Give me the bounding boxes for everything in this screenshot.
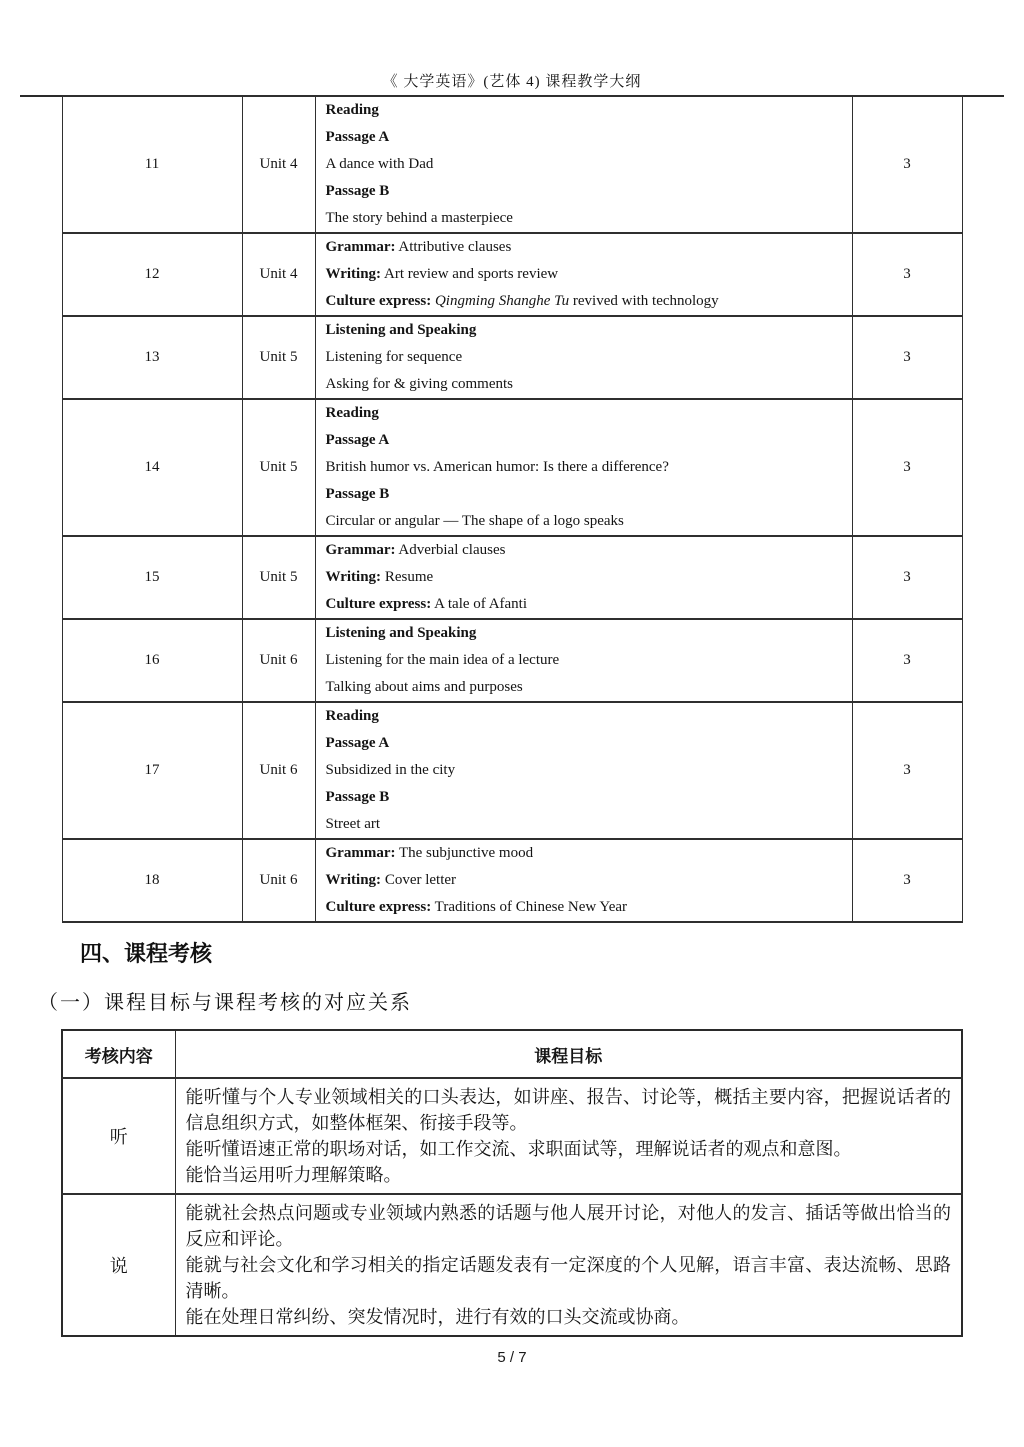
content-line: Culture express: Qingming Shanghe Tu revived with technology (325, 293, 719, 309)
content-line: Culture express: Traditions of Chinese New Year (325, 899, 628, 915)
schedule-week-cell: 18 (62, 839, 242, 922)
schedule-hours-cell: 3 (852, 96, 962, 233)
schedule-content-cell (315, 399, 852, 536)
content-line: Passage B (325, 183, 390, 199)
schedule-unit-cell: Unit 5 (242, 399, 315, 536)
assessment-skill-cell: 说 (62, 1194, 175, 1336)
schedule-unit-cell: Unit 5 (242, 316, 315, 399)
content-line: Writing: Art review and sports review (325, 266, 559, 282)
objective-item: 能在处理日常纠纷、突发情况时，进行有效的口头交流或协商。 (185, 1307, 690, 1327)
schedule-hours-cell: 3 (852, 233, 962, 316)
assessment-objectives-cell (175, 1194, 962, 1336)
page-header (20, 0, 1004, 97)
schedule-hours-cell: 3 (852, 536, 962, 619)
section-subheading: （一）课程目标与课程考核的对应关系 (38, 992, 412, 1014)
objective-item: 能听懂语速正常的职场对话，如工作交流、求职面试等，理解说话者的观点和意图。 (185, 1139, 852, 1159)
schedule-hours-cell: 3 (852, 399, 962, 536)
content-line: Listening for the main idea of a lecture (325, 652, 560, 668)
schedule-row (62, 702, 962, 839)
document-title: 《 大学英语》(艺体 4) 课程教学大纲 (382, 74, 642, 90)
content-line: Writing: Resume (325, 569, 434, 585)
schedule-unit-cell: Unit 4 (242, 96, 315, 233)
schedule-unit-cell: Unit 6 (242, 619, 315, 702)
schedule-row (62, 96, 962, 233)
schedule-unit-cell: Unit 4 (242, 233, 315, 316)
schedule-week-cell: 12 (62, 233, 242, 316)
content-line: Passage B (325, 789, 390, 805)
assessment-header-row (62, 1030, 962, 1078)
schedule-content-cell (315, 233, 852, 316)
content-line: Asking for & giving comments (325, 376, 513, 392)
assessment-objectives-cell (175, 1078, 962, 1194)
content-line: Reading (325, 708, 379, 724)
schedule-content-cell (315, 536, 852, 619)
content-line: Reading (325, 405, 379, 421)
content-line: Passage A (325, 129, 390, 145)
objective-item: 能恰当运用听力理解策略。 (185, 1165, 402, 1185)
content-line: Listening and Speaking (325, 625, 477, 641)
page-footer (0, 1349, 1024, 1366)
schedule-hours-cell: 3 (852, 316, 962, 399)
schedule-week-cell: 15 (62, 536, 242, 619)
schedule-row (62, 536, 962, 619)
content-line: Listening for sequence (325, 349, 463, 365)
schedule-row (62, 233, 962, 316)
schedule-row (62, 619, 962, 702)
schedule-content-cell (315, 702, 852, 839)
assessment-table-body (62, 1078, 962, 1336)
schedule-week-cell: 11 (62, 96, 242, 233)
schedule-hours-cell: 3 (852, 702, 962, 839)
assessment-header-objectives: 课程目标 (175, 1030, 962, 1078)
objective-item: 能就与社会文化和学习相关的指定话题发表有一定深度的个人见解，语言丰富、表达流畅、思路清晰。 (185, 1255, 951, 1301)
content-line: Talking about aims and purposes (325, 679, 523, 695)
schedule-week-cell: 16 (62, 619, 242, 702)
schedule-table-body (62, 96, 962, 922)
content-line: Reading (325, 102, 379, 118)
page-number: 5 / 7 (497, 1349, 527, 1366)
schedule-content-cell (315, 96, 852, 233)
assessment-row (62, 1194, 962, 1336)
objective-item: 能就社会热点问题或专业领域内熟悉的话题与他人展开讨论，对他人的发言、插话等做出恰当的反应和评论。 (185, 1203, 951, 1249)
content-line: Street art (325, 816, 381, 832)
schedule-row (62, 316, 962, 399)
content-line: Grammar: Attributive clauses (325, 239, 512, 255)
assessment-row (62, 1078, 962, 1194)
schedule-unit-cell: Unit 6 (242, 702, 315, 839)
schedule-content-cell (315, 619, 852, 702)
content-line: Listening and Speaking (325, 322, 477, 338)
schedule-week-cell: 13 (62, 316, 242, 399)
content-line: Passage A (325, 432, 390, 448)
content-line: British humor vs. American humor: Is there a difference? (325, 459, 669, 475)
assessment-table (61, 1029, 963, 1337)
schedule-unit-cell: Unit 6 (242, 839, 315, 922)
objective-item: 能听懂与个人专业领域相关的口头表达，如讲座、报告、讨论等，概括主要内容，把握说话者的信息组织方式，如整体框架、衔接手段等。 (185, 1087, 951, 1133)
schedule-week-cell: 14 (62, 399, 242, 536)
schedule-unit-cell: Unit 5 (242, 536, 315, 619)
content-line: Subsidized in the city (325, 762, 456, 778)
schedule-content-cell (315, 839, 852, 922)
schedule-content-cell (315, 316, 852, 399)
assessment-header-content: 考核内容 (62, 1030, 175, 1078)
content-line: Passage B (325, 486, 390, 502)
content-line: A dance with Dad (325, 156, 434, 172)
content-line: Grammar: The subjunctive mood (325, 845, 534, 861)
schedule-hours-cell: 3 (852, 619, 962, 702)
schedule-week-cell: 17 (62, 702, 242, 839)
section-heading: 四、课程考核 (80, 941, 213, 966)
schedule-hours-cell: 3 (852, 839, 962, 922)
content-line: Grammar: Adverbial clauses (325, 542, 506, 558)
content-line: The story behind a masterpiece (325, 210, 513, 226)
content-line: Circular or angular — The shape of a logo speaks (325, 513, 624, 529)
schedule-row (62, 399, 962, 536)
schedule-table (62, 95, 963, 923)
content-line: Passage A (325, 735, 390, 751)
content-line: Culture express: A tale of Afanti (325, 596, 528, 612)
content-line: Writing: Cover letter (325, 872, 457, 888)
assessment-skill-cell: 听 (62, 1078, 175, 1194)
schedule-row (62, 839, 962, 922)
